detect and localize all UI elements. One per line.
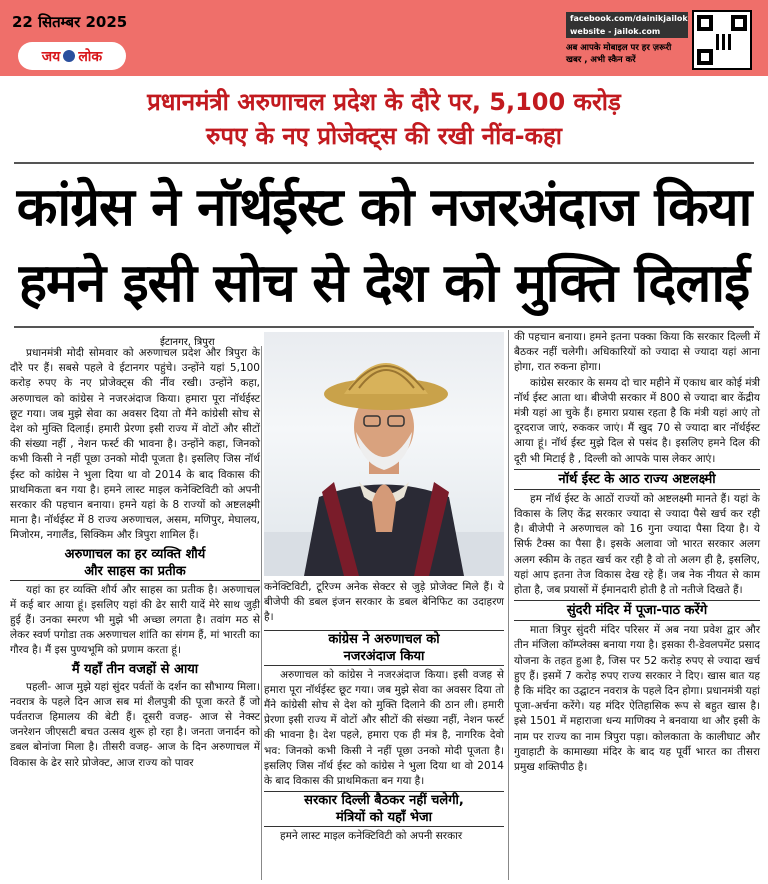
paragraph: अरुणाचल को कांग्रेस ने नजरअंदाज किया। इसी वजह से हमारा पूरा नॉर्थईस्ट छूट गया। जब मुझे सेवा का अवसर दिया तो मैंने कांग्रेसी सोच से देश को मुक्ति दिलाने की ठान ली। हमारी प्रेरणा इसी राज्य में वोटों और सीटों की संख्या नहीं, नेशन फर्स्ट की भावना है। देश पहले, हमारा एक ही मंत्र है, नागरिक देवो भव: जिनको कभी किसी ने नहीं पूछा उनको मोदी पूजता है। इसलिए जिस नॉर्थ ईस्ट को कांग्रेस ने भुला दिया था वो 2014 के बाद विकास की प्राथमिकता बन गया है।	[264, 668, 504, 788]
article-column-3	[514, 330, 760, 775]
logo-text-1: जय	[41, 48, 61, 65]
globe-icon	[63, 50, 75, 62]
paragraph: हम नॉर्थ ईस्ट के आठों राज्यों को अष्टलक्ष्मी मानते हैं। यहां के विकास के लिए केंद्र सरकार ज्यादा से ज्यादा पैसे खर्च कर रही है। बीजेपी ने अरुणाचल को 16 गुना ज्यादा पैसा दिया है। ये सिर्फ टैक्स का पैसा है। इसके अलावा जो भारत सरकार अलग अलग स्कीम के तहत खर्च कर रही है वो तो अलग ही है, इसलिए, यहां आप इतना तेज विकास देख रहे हैं। जब नेक नीयत से काम होता है, जब प्रयासों में ईमानदारी होती है तो नतीजे दिखते हैं।	[514, 492, 760, 597]
main-headline	[8, 170, 760, 322]
column-divider	[261, 346, 262, 880]
website-link: website - jailok.com	[570, 27, 661, 36]
section-heading-line: मंत्रियों को यहाँ भेजा	[335, 810, 433, 826]
social-links	[566, 12, 688, 38]
divider	[14, 162, 754, 164]
issue-date: 22 सितम्बर 2025	[12, 13, 128, 31]
photo-caption: कनेक्टिविटी, टूरिज्म अनेक सेक्टर से जुड़े प्रोजेक्ट मिले हैं। ये बीजेपी की डबल इंजन सरकार के डबल बेनिफिट का उदाहरण है।	[264, 581, 504, 624]
section-heading-line: कांग्रेस ने अरुणाचल को	[328, 631, 440, 647]
subheadline-line-1: प्रधानमंत्री अरुणाचल प्रदेश के दौरे पर, 5,100 करोड़	[147, 88, 621, 116]
paragraph: यहां का हर व्यक्ति शौर्य और साहस का प्रतीक है। अरुणाचल में कई बार आया हूं। इसलिए यहां की ढेर सारी यादें मेरे साथ जुड़ी हुई हैं। उनका स्मरण भी मुझे भी अच्छा लगता है। तवांग मठ से लेकर स्वर्ण पगोडा तक अरुणाचल शांति का संगम हैं, मां भारती का गौरव है। मैं इस पुण्यभूमि को प्रणाम करता हूं।	[10, 583, 260, 657]
paragraph: पहली- आज मुझे यहां सुंदर पर्वतों के दर्शन का सौभाग्य मिला। नवरात्र के पहले दिन आज सब मां शैलपुत्री की पूजा करते हैं जो पर्वतराज हिमालय की बेटी हैं। दूसरी वजह- आज से नेक्स्ट जनरेशन जीएसटी बचत उत्सव शुरू हो रहा है। जनता जनार्दन को डबल बोनांजा मिला है। तीसरी वजह- आज के दिन अरुणाचल में विकास के ढेर सारे प्रोजेक्ट, आज राज्य को पावर	[10, 680, 260, 769]
scan-tagline: अब आपके मोबाइल पर हर ज़रूरी खबर , अभी स्कैन करें	[566, 43, 672, 65]
logo-text-2: लोक	[78, 48, 103, 65]
paragraph: प्रधानमंत्री मोदी सोमवार को अरुणाचल प्रदेश और त्रिपुरा के दौरे पर हैं। सबसे पहले वे ईटानगर पहुंचे। उन्होंने यहां 5,100 करोड़ रुपए के नए प्रोजेक्ट्स की नींव रखी। उन्होंने कहा, अरुणाचल को कांग्रेस ने नजरअंदाज किया। हमारा पूरा नॉर्थईस्ट छूट गया। जब मुझे सेवा का अवसर दिया तो मैंने कांग्रेसी सोच से देश को मुक्ति दिलाई। हमारी प्रेरणा इसी राज्य में वोटों और सीटों की संख्या नहीं , नेशन फर्स्ट की भावना है। उन्होंने कहा, जिनको कभी किसी ने नहीं पूछा उनको मोदी पूजता है। इसलिए जिस नॉर्थ ईस्ट को कांग्रेस ने भुला दिया था वो 2014 के बाद विकास की प्राथमिकता बन गया है। हमने लास्ट माइल कनेक्टिविटी को अपनी सरकार की पहचान बनाया। हमने यहां के 8 राज्यों को अष्टलक्ष्मी माना है। नॉर्थईस्ट में 8 राज्य अरुणाचल, असम, मणिपुर, मेघालय, मिजोरम, नगालैंड, सिक्किम और त्रिपुरा शामिल हैं।	[10, 347, 260, 542]
section-heading: सुंदरी मंदिर में पूजा-पाठ करेंगे	[514, 600, 760, 621]
section-heading	[264, 630, 504, 666]
headline-line-2: हमने इसी सोच से देश को मुक्ति दिलाई	[18, 253, 750, 314]
paragraph: हमने लास्ट माइल कनेक्टिविटी को अपनी सरकार	[280, 830, 463, 843]
section-heading	[264, 791, 504, 827]
subheadline-line-2: रुपए के नए प्रोजेक्ट्स की रखी नींव-कहा	[205, 122, 563, 150]
paragraph: कांग्रेस सरकार के समय दो चार महीने में एकाध बार कोई मंत्री नॉर्थ ईस्ट आता था। बीजेपी सरकार में 800 से ज्यादा बार केंद्रीय मंत्री यहां आ चुके हैं। हमारा प्रयास रहता है कि मंत्री यहां आएं तो दूरदराज जाएं, रुककर जाएं। मैं खुद 70 से ज्यादा बार नॉर्थईस्ट आया हूं। नॉर्थ ईस्ट मुझे दिल से पसंद है। इसलिए हमने दिल की दूरी भी मिटाई है , दिल्ली को आपके पास लेकर आएं।	[514, 376, 760, 465]
section-heading	[10, 546, 260, 581]
article-column-2	[264, 580, 504, 844]
pm-photo	[264, 332, 504, 576]
headline-line-1: कांग्रेस ने नॉर्थईस्ट को नजरअंदाज किया	[16, 177, 752, 238]
newspaper-logo	[18, 42, 126, 70]
divider	[14, 326, 754, 328]
section-heading-line: अरुणाचल का हर व्यक्ति शौर्य	[64, 546, 206, 562]
qr-code-icon	[692, 10, 752, 70]
dateline: ईटानगर, त्रिपुरा	[160, 337, 215, 348]
section-heading-line: और साहस का प्रतीक	[10, 563, 260, 581]
person-illustration	[264, 332, 504, 576]
section-heading: मैं यहाँ तीन वजहों से आया	[71, 661, 199, 677]
section-heading-line: नजरअंदाज किया	[343, 648, 425, 664]
section-heading: नॉर्थ ईस्ट के आठ राज्य अष्टलक्ष्मी	[514, 469, 760, 490]
article-column-1	[10, 346, 260, 771]
subheadline	[14, 80, 754, 158]
facebook-link: facebook.com/dainikjailok	[570, 14, 688, 23]
masthead	[0, 0, 768, 76]
paragraph: माता त्रिपुर सुंदरी मंदिर परिसर में अब नया प्रवेश द्वार और तीन मंजिला कॉम्प्लेक्स बनाया गया है। इसका री-डेवलपमेंट प्रसाद योजना के तहत हुआ है, जिस पर 52 करोड़ रुपए से ज्यादा खर्च हुए हैं। इसमें 7 करोड़ रुपए राज्य सरकार ने दिए। खास बात यह है कि मंदिर का उद्घाटन नवरात्र के पहले दिन होगा। प्रधानमंत्री यहां पूजा-अर्चना करेंगे। यह मंदिर ऐतिहासिक रूप से बहुत खास है। इसे 1501 में महाराजा धन्य माणिक्य ने बनवाया था और इसी के नाम पर राज्य का नाम त्रिपुरा पड़ा। कोलकाता के कालीघाट और गुवाहाटी के कामाख्या मंदिर के बाद यह पूर्वी भारत का तीसरा प्रमुख शक्तिपीठ है।	[514, 624, 760, 774]
column-divider	[508, 330, 509, 880]
section-heading-line: सरकार दिल्ली बैठकर नहीं चलेगी,	[304, 793, 464, 809]
paragraph: की पहचान बनाया। हमने इतना पक्का किया कि सरकार दिल्ली में बैठकर नहीं चलेगी। अधिकारियों को ज्यादा से ज्यादा यहां आना होगा, रात रुकना होगा।	[514, 331, 760, 374]
